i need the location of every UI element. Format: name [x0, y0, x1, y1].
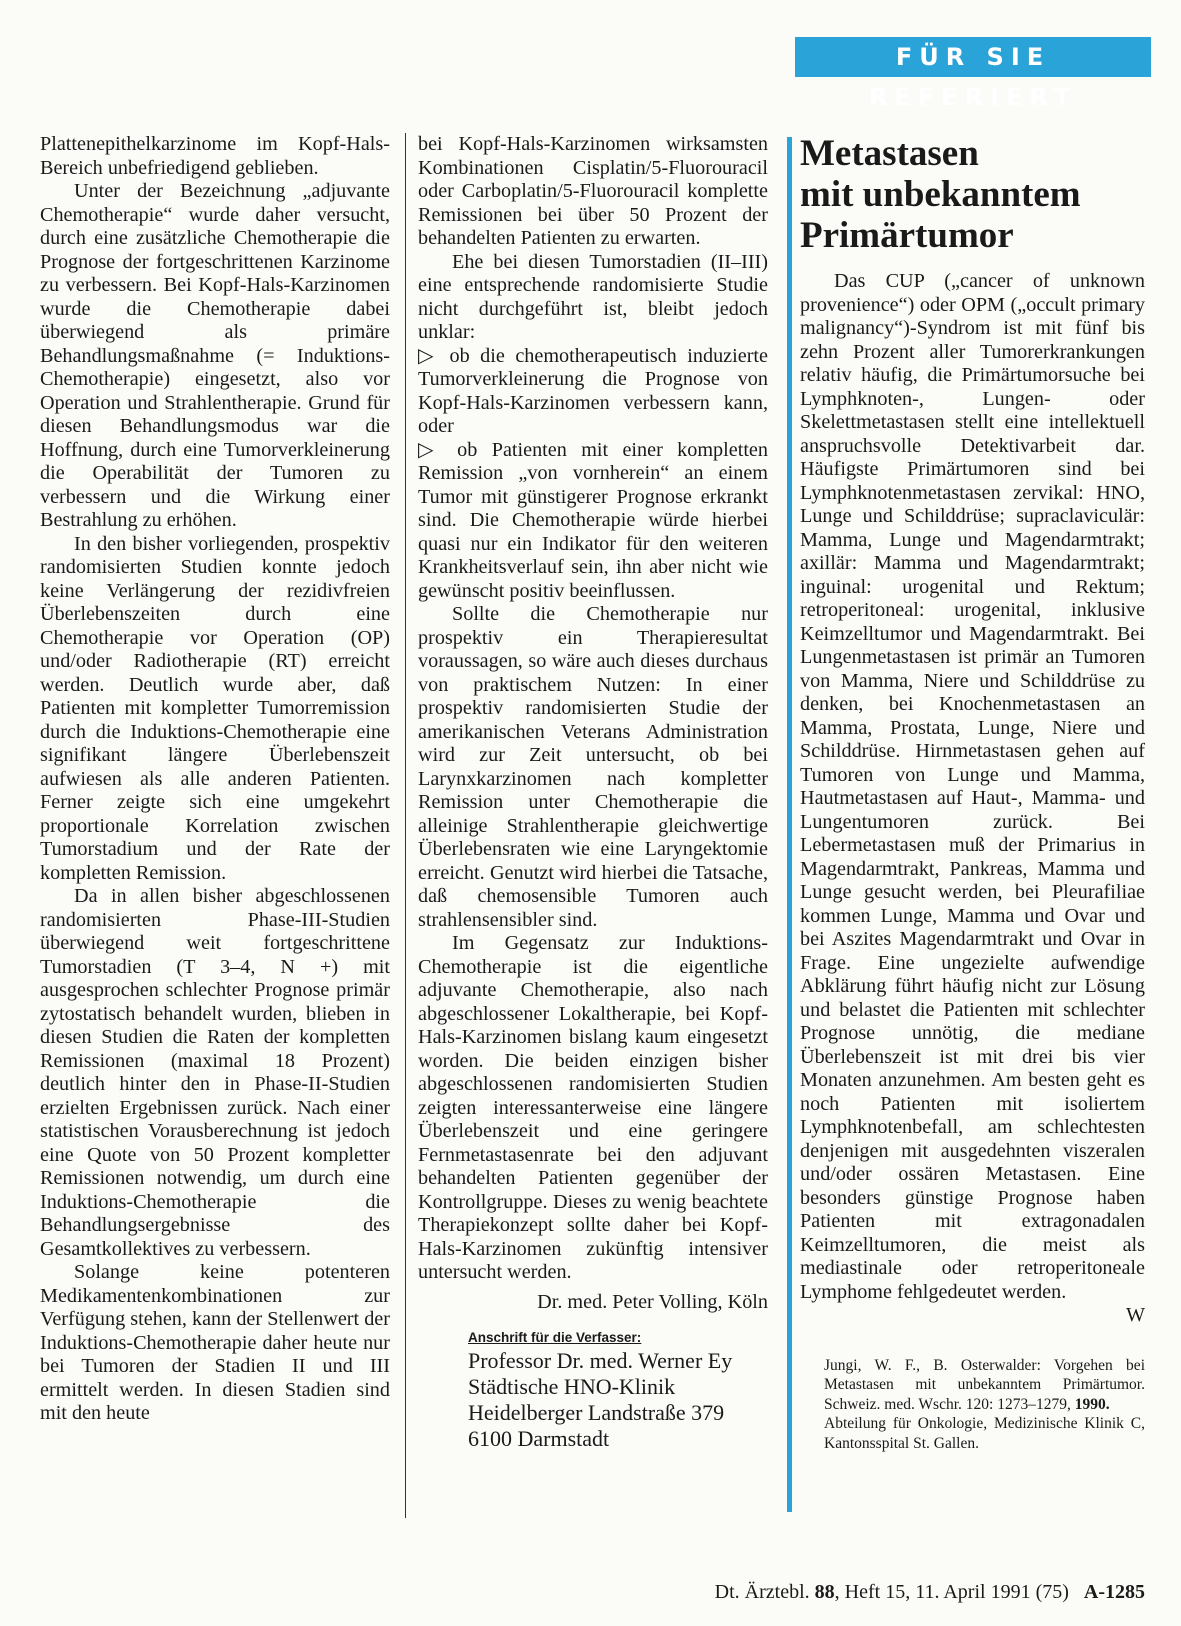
paragraph: Unter der Bezeichnung „adjuvante Chemotherapie“ wurde daher versucht, durch eine zusätzliche Chemotherapie die Prognose der fortgeschrittenen Karzinome zu verbessern. Bei Kopf-Hals-Karzinomen wurde die Chemotherapie dabei überwiegend als primäre Behandlungsmaßnahme (= Induktions-Chemotherapie) eingesetzt, also vor Operation und Strahlentherapie. Grund für diesen Behandlungsmodus war die Hoffnung, durch eine Tumorverkleinerung die Operabilität der Tumoren zu verbessern und die Wirkung einer Bestrahlung zu erhöhen. — [40, 180, 390, 531]
bullet-item: ▷ ob Patienten mit einer kompletten Remission „von vornherein“ an einem Tumor mit günstigerer Prognose erkrankt sind. Die Chemotherapie würde hierbei quasi nur ein Indikator für den weiteren Krankheitsverlauf sein, ihn aber nicht wie gewünscht positiv beeinflussen. — [418, 438, 768, 602]
address-line: Heidelberger Landstraße 379 — [468, 1400, 725, 1425]
headline-line: mit unbekanntem — [800, 174, 1081, 215]
page-code: A-1285 — [1083, 1581, 1145, 1603]
article-column-3 — [800, 133, 1145, 1453]
paragraph: In den bisher vorliegenden, prospektiv randomisierten Studien konnte jedoch keine Verlängerung der rezidivfreien Überlebenszeiten durch eine Chemotherapie vor Operation (OP) und/oder Radiotherapie (RT) erreicht werden. Deutlich wurde aber, daß Patienten mit kompletter Tumorremission durch die Induktions-Chemotherapie eine signifikant längere Überlebenszeit aufwiesen als alle anderen Patienten. Ferner zeigte sich eine umgekehrt proportionale Korrelation zwischen Tumorstadium und der Rate der kompletten Remission. — [40, 532, 390, 884]
paragraph: Ehe bei diesen Tumorstadien (II–III) eine entsprechende randomisierte Studie nicht durchgeführt ist, bleibt jedoch unklar: — [418, 250, 768, 343]
paragraph: Im Gegensatz zur Induktions-Chemotherapie ist die eigentliche adjuvante Chemotherapie, also nach abgeschlossener Lokaltherapie, bei Kopf-Hals-Karzinomen bislang kaum eingesetzt worden. Die beiden einzigen bisher abgeschlossenen randomisierten Studien zeigten interessanterweise eine längere Überlebenszeit und eine geringere Fernmetastasenrate bei den adjuvant behandelten Patienten gegenüber der Kontrollgruppe. Dieses zu wenig beachtete Therapiekonzept sollte daher bei Kopf-Hals-Karzinomen zukünftig intensiver untersucht werden. — [418, 932, 768, 1283]
reference-year: 1990. — [1074, 1395, 1110, 1413]
article-body — [800, 270, 1145, 1328]
reference-block — [800, 1356, 1145, 1454]
paragraph: Solange keine potenteren Medikamentenkombinationen zur Verfügung stehen, kann der Stellenwert der Induktions-Chemotherapie daher heute nur bei Tumoren der Stadien II und III ermittelt werden. In diesen Stadien sind mit den heute — [40, 1261, 390, 1424]
address-line: 6100 Darmstadt — [468, 1426, 610, 1451]
article-column-1 — [40, 133, 390, 1426]
address-line: Professor Dr. med. Werner Ey — [468, 1348, 733, 1373]
reference-affiliation: Abteilung für Onkologie, Medizinische Klinik C, Kantonsspital St. Gallen. — [824, 1415, 1145, 1452]
page-footer — [640, 1581, 1145, 1604]
address-heading: Anschrift für die Verfasser: — [468, 1330, 642, 1345]
paragraph: bei Kopf-Hals-Karzinomen wirksamsten Kombinationen Cisplatin/5-Fluorouracil oder Carboplatin/5-Fluorouracil komplette Remissionen bei über 50 Prozent der behandelten Patienten zu erwarten. — [418, 133, 768, 249]
reference-text: Jungi, W. F., B. Osterwalder: Vorgehen bei Metastasen mit unbekanntem Primärtumor. Schweiz. med. Wschr. 120: 1273–1279, — [824, 1356, 1145, 1413]
author-address — [418, 1328, 768, 1452]
section-banner: FÜR SIE REFERIERT — [795, 37, 1151, 77]
author-initial: W — [1125, 1304, 1145, 1326]
article-headline — [800, 133, 1145, 256]
bullet-item: ▷ ob die chemotherapeutisch induzierte Tumorverkleinerung die Prognose von Kopf-Hals-Karzinomen verbessern kann, oder — [418, 344, 768, 437]
address-line: Städtische HNO-Klinik — [468, 1374, 676, 1399]
headline-line: Metastasen — [800, 133, 979, 174]
reference-citation — [824, 1356, 1145, 1415]
headline-line: Primärtumor — [800, 215, 1014, 256]
article-column-2 — [418, 133, 768, 1452]
column-divider — [405, 133, 406, 1518]
journal-name: Dt. Ärztebl. — [714, 1581, 810, 1603]
issue-date: , Heft 15, 11. April 1991 (75) — [834, 1581, 1069, 1603]
paragraph: Das CUP („cancer of unknown provenience“) oder OPM („occult primary malignancy“)-Syndrom ist mit fünf bis zehn Prozent aller Tumorerkrankungen relativ häufig, die Primärtumorsuche bei Lymphknoten-, Lungen- oder Skelettmetastasen stellt eine intellektuell anspruchsvolle Detektivarbeit dar. Häufigste Primärtumoren sind bei Lymphknotenmetastasen zervikal: HNO, Lunge und Schilddrüse; supraclaviculär: Mamma, Lunge und Magendarmtrakt; axillär: Mamma und Magendarmtrakt; inguinal: urogenital und Rektum; retroperitoneal: urogenital, inklusive Keimzelltumor und Magendarmtrakt. Bei Lungenmetastasen ist primär an Tumoren von Mamma, Niere und Schilddrüse zu denken, bei Knochenmetastasen an Mamma, Prostata, Lunge, Niere und Schilddrüse. Hirnmetastasen gehen auf Tumoren von Lunge und Mamma, Hautmetastasen auf Haut-, Mamma- und Lungentumoren zurück. Bei Lebermetastasen muß der Primarius in Magendarmtrakt, Pankreas, Mamma und Lunge gesucht werden, bei Pleurafiliae kommen Lunge, Mamma und Ovar und bei Aszites Magendarmtrakt und Ovar in Frage. Eine ungezielte aufwendige Abklärung führt häufig nicht zur Lösung und belastet die Patienten mit schlechter Prognose unnötig, die mediane Überlebenszeit ist mit drei bis vier Monaten anzunehmen. Am besten geht es noch Patienten mit isoliertem Lymphknotenbefall, am schlechtesten denjenigen mit ausgedehnten viszeralen und/oder ossären Metastasen. Eine besonders günstige Prognose haben Patienten mit extragonadalen Keimzelltumoren, die meist als mediastinale oder retroperitoneale Lymphome fehlgedeutet werden. — [800, 270, 1145, 1303]
author-signature: Dr. med. Peter Volling, Köln — [537, 1290, 768, 1313]
journal-volume: 88 — [814, 1581, 835, 1603]
accent-bar — [787, 137, 792, 1512]
paragraph: Plattenepithelkarzinome im Kopf-Hals-Bereich unbefriedigend geblieben. — [40, 133, 390, 179]
paragraph: Da in allen bisher abgeschlossenen randomisierten Phase-III-Studien überwiegend weit fortgeschrittene Tumorstadien (T 3–4, N +) mit ausgesprochen schlechter Prognose primär zytostatisch behandelt wurden, blieben in diesen Studien die Raten der kompletten Remissionen (maximal 18 Prozent) deutlich hinter den in Phase-II-Studien erzielten Ergebnissen zurück. Nach einer statistischen Vorausberechnung ist jedoch eine Quote von 50 Prozent kompletter Remissionen notwendig, um durch eine Induktions-Chemotherapie die Behandlungsergebnisse des Gesamtkollektives zu verbessern. — [40, 885, 390, 1260]
paragraph: Sollte die Chemotherapie nur prospektiv ein Therapieresultat voraussagen, so wäre auch dieses durchaus von praktischem Nutzen: In einer prospektiv randomisierten Studie der amerikanischen Veterans Administration wird zur Zeit untersucht, ob bei Larynxkarzinomen nach kompletter Remission unter Chemotherapie die alleinige Strahlentherapie gleichwertige Überlebensraten wie eine Laryngektomie erreicht. Genutzt wird hierbei die Tatsache, daß chemosensible Tumoren auch strahlensensibler sind. — [418, 603, 768, 931]
